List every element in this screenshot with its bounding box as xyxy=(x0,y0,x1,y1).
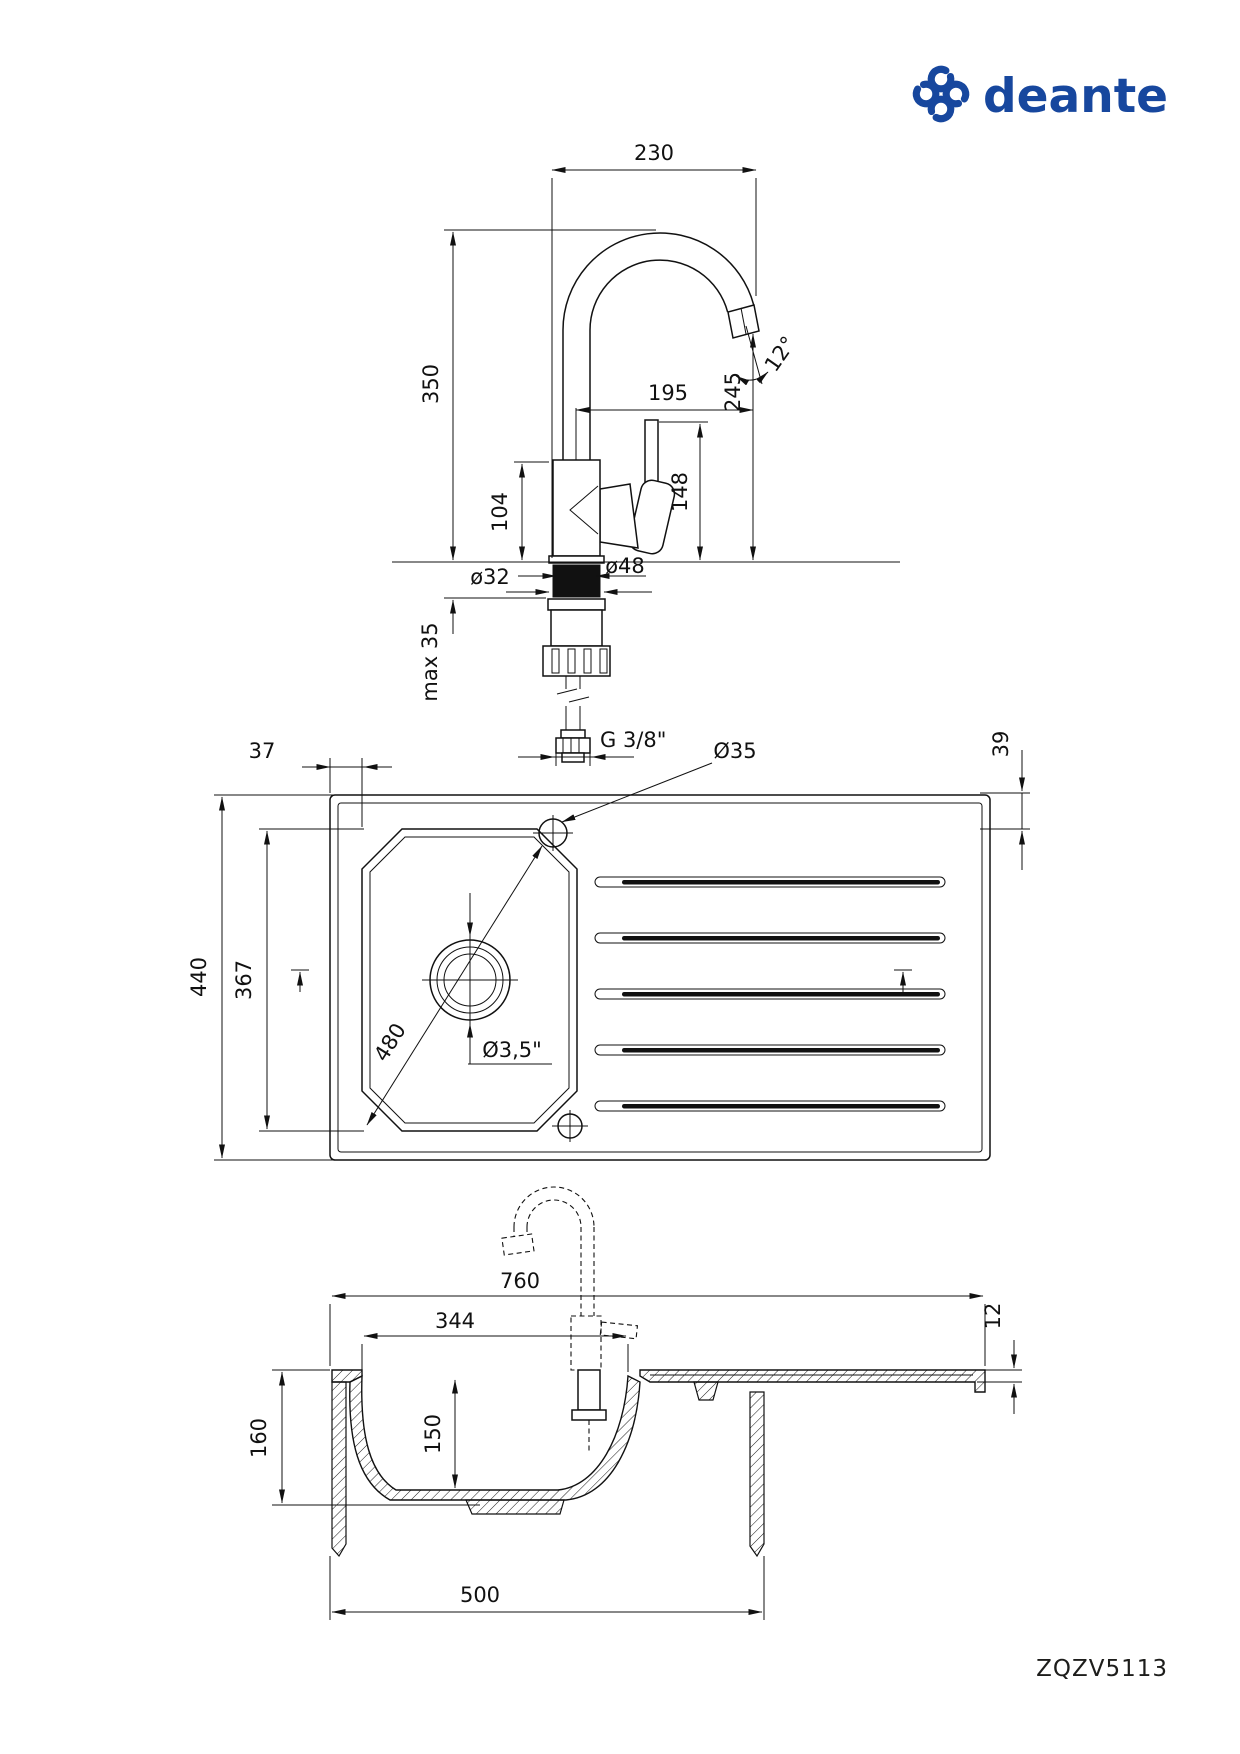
dim-bowl-length: 367 xyxy=(232,959,256,1001)
dim-spout-reach: 195 xyxy=(647,381,689,405)
sink-top-view xyxy=(291,795,990,1160)
dim-bowl-inner-width: 344 xyxy=(434,1309,476,1333)
sink-section-view xyxy=(332,1187,985,1556)
faucet-shank-section xyxy=(578,1370,600,1410)
dim-spout-width: 230 xyxy=(633,141,675,165)
dim-overall-width: 760 xyxy=(499,1269,541,1293)
faucet-shank-nut xyxy=(572,1410,606,1420)
dim-top-rim: 39 xyxy=(989,730,1013,758)
faucet-front-view xyxy=(392,233,900,762)
cabinet-right-wall xyxy=(750,1392,764,1556)
cabinet-left-wall xyxy=(332,1382,346,1556)
product-code: ZQZV5113 xyxy=(1036,1656,1168,1682)
break-line xyxy=(557,689,577,694)
brand-wordmark: deante xyxy=(983,69,1169,124)
dim-drain-diameter: Ø3,5" xyxy=(482,1038,542,1062)
handle-joint xyxy=(600,484,638,548)
angle-reference-line xyxy=(746,326,762,384)
dim-spout-angle: 12° xyxy=(759,331,801,377)
hose-connector-nut xyxy=(556,738,590,753)
dim-total-height: 350 xyxy=(419,363,443,405)
dim-rim-height: 12 xyxy=(981,1302,1005,1330)
dim-side-rim: 37 xyxy=(248,739,276,763)
sink-inner-rim xyxy=(338,803,982,1152)
mounting-washer xyxy=(548,599,605,610)
drainboard-grooves xyxy=(595,877,945,1111)
faucet-body xyxy=(553,460,600,556)
dim-overall-depth: 440 xyxy=(187,956,211,998)
mounting-seal xyxy=(553,565,600,597)
dim-connection-thread: G 3/8" xyxy=(600,728,667,752)
dim-overall-height: 160 xyxy=(247,1417,271,1459)
mounting-nut xyxy=(551,610,602,646)
dim-handle-height: 148 xyxy=(668,471,692,513)
dim-faucet-hole: Ø35 xyxy=(713,739,757,763)
dim-bowl-diagonal: 480 xyxy=(369,1018,411,1066)
dim-shank-diameter: ø32 xyxy=(470,565,510,589)
deante-logo-icon xyxy=(914,67,968,121)
spout-inner-curve xyxy=(590,260,728,460)
section-overflow-boss xyxy=(694,1382,718,1400)
dim-cabinet-width: 500 xyxy=(459,1583,501,1607)
section-drain-recess xyxy=(466,1500,564,1514)
dim-body-height: 104 xyxy=(488,491,512,533)
dim-base-diameter: ø48 xyxy=(605,554,645,578)
hose-connector-top xyxy=(561,730,585,738)
dim-outlet-height: 245 xyxy=(721,371,745,413)
break-line xyxy=(569,697,589,702)
dim-max-counter: max 35 xyxy=(418,622,442,702)
section-drainboard-deck xyxy=(640,1370,985,1392)
brand-logo xyxy=(914,67,1168,124)
dim-bowl-inner-depth: 150 xyxy=(421,1413,445,1455)
